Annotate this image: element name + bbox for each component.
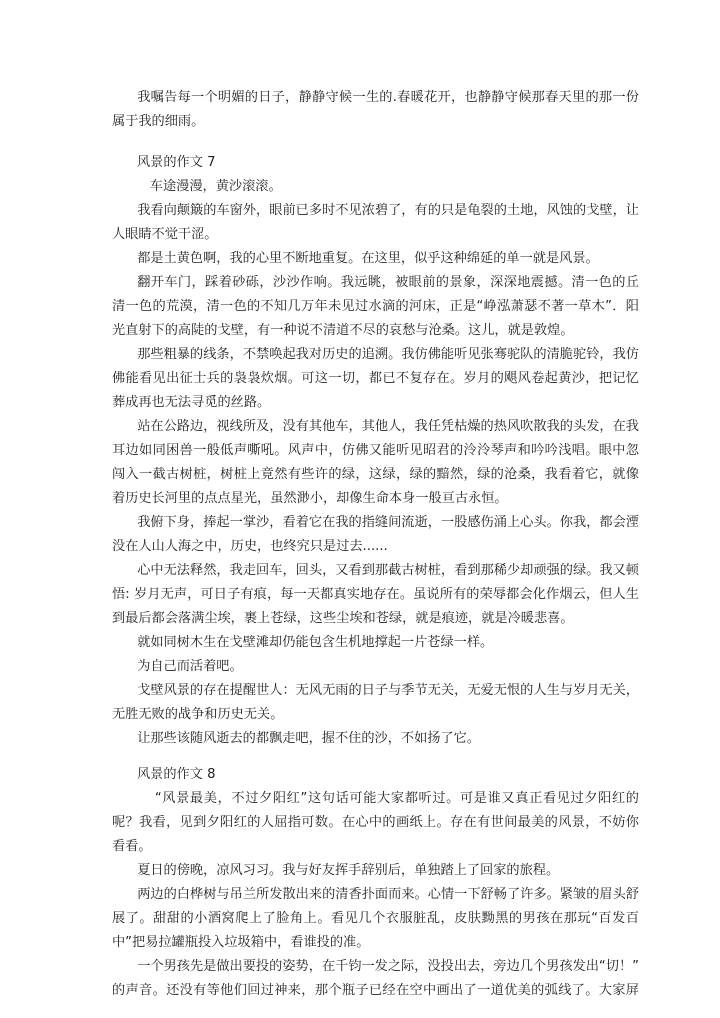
paragraph-line: 我看向颠簸的车窗外，眼前已多时不见浓碧了，有的只是龟裂的土地，风蚀的戈壁，让 (137, 203, 639, 218)
section-spacer (112, 751, 639, 763)
paragraph (112, 343, 639, 415)
paragraph-line: 为自己而活着吧。 (137, 659, 243, 674)
paragraph-line: 属于我的细雨。 (112, 114, 205, 129)
paragraph (112, 175, 639, 199)
paragraph-line: 我俯下身，捧起一掌沙，看着它在我的指缝间流逝，一股感伤涌上心头。你我，都会湮 (137, 515, 639, 530)
paragraph-line: 光直射下的高陡的戈壁，有一种说不清道不尽的哀愁与沧桑。这儿，就是敦煌。 (112, 323, 574, 338)
paragraph (112, 679, 639, 727)
paragraph (112, 559, 639, 631)
paragraph-line: 站在公路边，视线所及，没有其他车，其他人，我任凭枯燥的热风吹散我的头发，在我 (137, 419, 639, 434)
section-spacer (112, 134, 639, 151)
paragraph-line: 耳边如同困兽一般低声嘶吼。风声中，仿佛又能听见昭君的泠泠琴声和吟吟浅唱。眼中忽 (112, 443, 639, 458)
paragraph-line: 心中无法释然，我走回车，回头，又看到那截古树桩，看到那稀少却顽强的绿。我又顿 (137, 563, 639, 578)
paragraph (112, 511, 639, 559)
paragraph-line: 翻开车门，踩着砂砾，沙沙作响。我远眺，被眼前的景象，深深地震撼。清一色的丘 (137, 275, 639, 290)
paragraph (112, 415, 639, 511)
paragraph-line: 夏日的傍晚，凉风习习。我与好友挥手辞别后，单独踏上了回家的旅程。 (137, 863, 560, 878)
paragraph-line: 展了。甜甜的小酒窝爬上了脸角上。看见几个衣服脏乱，皮肤黝黑的男孩在那玩“百发百 (112, 911, 639, 926)
paragraph-line: 闯入一截古树桩，树桩上竟然有些许的绿，这绿，绿的黯然，绿的沧桑，我看着它，就像 (112, 467, 639, 482)
paragraph-line: 都是土黄色啊，我的心里不断地重复。在这里，似乎这种绵延的单一就是风景。 (137, 251, 599, 266)
paragraph-line: 那些粗暴的线条，不禁唤起我对历史的追溯。我仿佛能听见张骞驼队的清脆驼铃，我仿 (137, 347, 639, 362)
document-page (112, 86, 639, 1003)
paragraph-line: 戈壁风景的存在提醒世人：无风无雨的日子与季节无关，无爱无恨的人生与岁月无关， (137, 683, 639, 698)
paragraph (112, 859, 639, 883)
paragraph-line: 看看。 (112, 839, 152, 854)
paragraph (112, 247, 639, 271)
paragraph-line: 没在人山人海之中，历史，也终究只是过去...... (112, 539, 388, 554)
paragraph-line: 就如同树木生在戈壁滩却仍能包含生机地撑起一片苍绿一样。 (137, 635, 494, 650)
paragraph-line: 到最后都会落满尘埃，裹上苍绿，这些尘埃和苍绿，就是痕迹，就是冷暖悲喜。 (112, 611, 574, 626)
paragraph-line: 佛能看见出征士兵的袅袅炊烟。可这一切，都已不复存在。岁月的飓风卷起黄沙，把记忆 (112, 371, 639, 386)
paragraph (112, 955, 639, 1003)
paragraph-line: 清一色的荒漠，清一色的不知几万年未见过水滴的河床，正是“峥泓萧瑟不著一草木”．阳 (112, 299, 639, 314)
essay-title: 风景的作文 8 (137, 767, 216, 782)
paragraph (112, 883, 639, 955)
paragraph-line: 我嘱告每一个明媚的日子，静静守候一生的.春暖花开，也静静守候那春天里的那一份 (137, 90, 639, 105)
essay-title: 风景的作文 7 (137, 155, 216, 170)
paragraph (112, 631, 639, 655)
paragraph-line: 一个男孩先是做出要投的姿势，在千钧一发之际，没投出去，旁边几个男孩发出“切！” (137, 959, 639, 974)
paragraph (112, 86, 639, 134)
paragraph (112, 787, 639, 859)
paragraph-line: 呢？我看，见到夕阳红的人屈指可数。在心中的画纸上。存在有世间最美的风景，不妨你 (112, 815, 639, 830)
paragraph-line: 葬成再也无法寻觅的丝路。 (112, 395, 271, 410)
paragraph-line: 的声音。还没有等他们回过神来，那个瓶子已经在空中画出了一道优美的弧线了。大家屏 (112, 983, 639, 998)
paragraph-line: 让那些该随风逝去的都飘走吧，握不住的沙，不如扬了它。 (137, 731, 481, 746)
paragraph-line: 两边的白桦树与吊兰所发散出来的清香扑面而来。心情一下舒畅了许多。紧皱的眉头舒 (137, 887, 639, 902)
paragraph-line: 着历史长河里的点点星光，虽然渺小，却像生命本身一般亘古永恒。 (112, 491, 508, 506)
paragraph (112, 271, 639, 343)
paragraph (112, 727, 639, 751)
paragraph-line: 车途漫漫，黄沙滚滚。 (149, 179, 282, 194)
paragraph (112, 655, 639, 679)
paragraph-line: 无胜无败的战争和历史无关。 (112, 707, 284, 722)
paragraph-line: “风景最美，不过夕阳红”这句话可能大家都听过。可是谁又真正看见过夕阳红的 (154, 791, 639, 806)
paragraph-line: 人眼睛不觉干涩。 (112, 227, 218, 242)
paragraph-line: 中”把易拉罐瓶投入垃圾箱中，看谁投的准。 (112, 935, 370, 950)
paragraph-line: 悟: 岁月无声，可日子有痕，每一天都真实地存在。虽说所有的荣辱都会化作烟云，但人生 (112, 587, 639, 602)
paragraph (112, 199, 639, 247)
